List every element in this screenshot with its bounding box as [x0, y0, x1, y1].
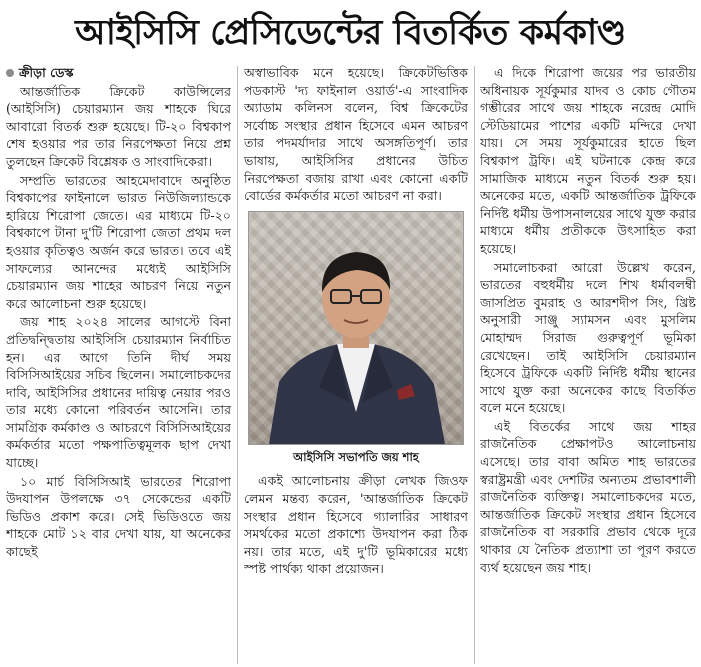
portrait-photo — [248, 211, 464, 445]
headline: আইসিসি প্রেসিডেন্টের বিতর্কিত কর্মকাণ্ড — [75, 13, 626, 53]
column-divider — [237, 66, 238, 664]
paragraph: অস্বাভাবিক মনে হয়েছে। ক্রিকেটভিত্তিক পডকাস্ট 'দ্য ফাইনাল ওয়ার্ড'-এ সাংবাদিক অ্যাডাম কলিনস বলেন, বিশ্ব ক্রিকেটের সর্বোচ্চ সংস্থার প্রধান হিসেবে এমন আচরণ তার পদমর্যাদার সাথে অসঙ্গতিপূর্ণ। তার ভাষায়, আইসিসির প্রধানের উচিত নিরপেক্ষতা বজায় রাখা এবং কোনো একটি বোর্ডের কর্মকর্তার মতো আচরণ না করা। — [244, 65, 468, 204]
column-divider — [474, 66, 475, 664]
paragraph: এই বিতর্কের সাথে জয় শাহর রাজনৈতিক প্রেক্ষাপটও আলোচনায় এসেছে। তার বাবা অমিত শাহ ভারতের স্বরাষ্ট্রমন্ত্রী এবং দেশটির অন্যতম প্রভাবশালী রাজনৈতিক ব্যক্তিত্ব। সমালোচকদের মতে, আন্তর্জাতিক ক্রিকেট সংস্থার প্রধান হিসেবে রাজনৈতিক বা সরকারি প্রভাব থেকে দূরে থাকার যে নৈতিক প্রত্যাশা তা পূরণ করতে ব্যর্থ হয়েছেন জয় শাহ। — [480, 418, 696, 575]
article-column-3 — [480, 64, 696, 667]
article-column-1 — [6, 64, 231, 667]
photo-caption: আইসিসি সভাপতি জয় শাহ — [293, 449, 419, 464]
paragraph: সম্প্রতি ভারতের আহমেদাবাদে অনুষ্ঠিত বিশ্বকাপের ফাইনালে ভারত নিউজিল্যান্ডকে হারিয়ে শিরোপা জেতে। এর মাধ্যমে টি-২০ বিশ্বকাপে টানা দু'টি শিরোপা জেতা প্রথম দল হওয়ার কৃতিত্বও অর্জন করে ভারত। তবে এই সাফল্যের আনন্দের মধ্যেই আইসিসি চেয়ারম্যান জয় শাহের আচরণ নিয়ে নতুন করে আলোচনা শুরু হয়েছে। — [6, 172, 231, 311]
byline — [6, 64, 231, 82]
paragraph: জয় শাহ ২০২৪ সালের আগস্টে বিনা প্রতিদ্বন্দ্বিতায় আইসিসি চেয়ারম্যান নির্বাচিত হন। এর আগে তিনি দীর্ঘ সময় বিসিসিআইয়ের সচিব ছিলেন। সমালোচকদের দাবি, আইসিসির প্রধানের দায়িত্ব নেয়ার পরও তার মধ্যে কোনো পরিবর্তন আসেনি। তার সামগ্রিক কর্মকাণ্ড ও আচরণে বিসিসিআইয়ের কর্মকর্তার মতো পক্ষপাতিত্বমূলক ছাপ দেখা যাচ্ছে। — [6, 314, 231, 471]
article-column-2 — [244, 64, 468, 667]
paragraph: সমালোচকরা আরো উল্লেখ করেন, ভারতের বহুধর্মীয় দলে শিখ ধর্মাবলম্বী জাসপ্রিত বুমরাহ ও আরশদীপ সিং, খ্রিষ্ট অনুসারী সাঞ্জু স্যামসন এবং মুসলিম মোহাম্মদ সিরাজ গুরুত্বপূর্ণ ভূমিকা রেখেছেন। তাই আইসিসি চেয়ারম্যান হিসেবে ট্রফিকে একটি নির্দিষ্ট ধর্মীয় স্থানের সাথে যুক্ত করা অনেকের কাছে বিতর্কিত বলে মনে হয়েছে। — [480, 259, 696, 416]
bullet-icon — [6, 69, 14, 77]
person-portrait-icon — [249, 212, 463, 444]
paragraph: ১০ মার্চ বিসিসিআই ভারতের শিরোপা উদযাপন উপলক্ষে ৩৭ সেকেন্ডের একটি ভিডিও প্রকাশ করে। সেই ভিডিওতে জয় শাহকে মোট ১২ বার দেখা যায়, যা অনেকের কাছেই — [6, 473, 231, 560]
byline-text: ক্রীড়া ডেস্ক — [19, 65, 74, 80]
paragraph: আন্তর্জাতিক ক্রিকেট কাউন্সিলের (আইসিসি) চেয়ারম্যান জয় শাহকে ঘিরে আবারো বিতর্ক শুরু হয়েছে। টি-২০ বিশ্বকাপ শেষ হওয়ার পর তার নিরপেক্ষতা নিয়ে প্রশ্ন তুলছেন ক্রিকেট বিশ্লেষক ও সাংবাদিকেরা। — [6, 83, 231, 169]
photo-figure — [248, 211, 464, 467]
paragraph: এ দিকে শিরোপা জয়ের পর ভারতীয় অধিনায়ক সূর্যকুমার যাদব ও কোচ গৌতম গম্ভীরের সাথে জয় শাহকে নরেন্দ্র মোদি স্টেডিয়ামের পাশের একটি মন্দিরে দেখা যায়। সে সময় সূর্যকুমারের হাতে ছিল বিশ্বকাপ ট্রফি। এই ঘটনাকে কেন্দ্র করে সামাজিক মাধ্যমে নতুন বিতর্ক শুরু হয়। অনেকের মতে, একটি আন্তর্জাতিক ট্রফিকে নির্দিষ্ট ধর্মীয় উপাসনালয়ের সাথে যুক্ত করার মাধ্যমে ধর্মীয় প্রতীককে উৎসাহিত করা হয়েছে। — [480, 65, 696, 256]
paragraph: একই আলোচনায় ক্রীড়া লেখক জিওফ লেমন মন্তব্য করেন, 'আন্তর্জাতিক ক্রিকেট সংস্থার প্রধান হিসেবে গ্যালারির সাধারণ সমর্থকের মতো প্রকাশ্যে উদযাপন করা ঠিক নয়। তার মতে, এই দু'টি ভূমিকারের মধ্যে স্পষ্ট পার্থক্য থাকা প্রয়োজন। — [244, 473, 468, 577]
